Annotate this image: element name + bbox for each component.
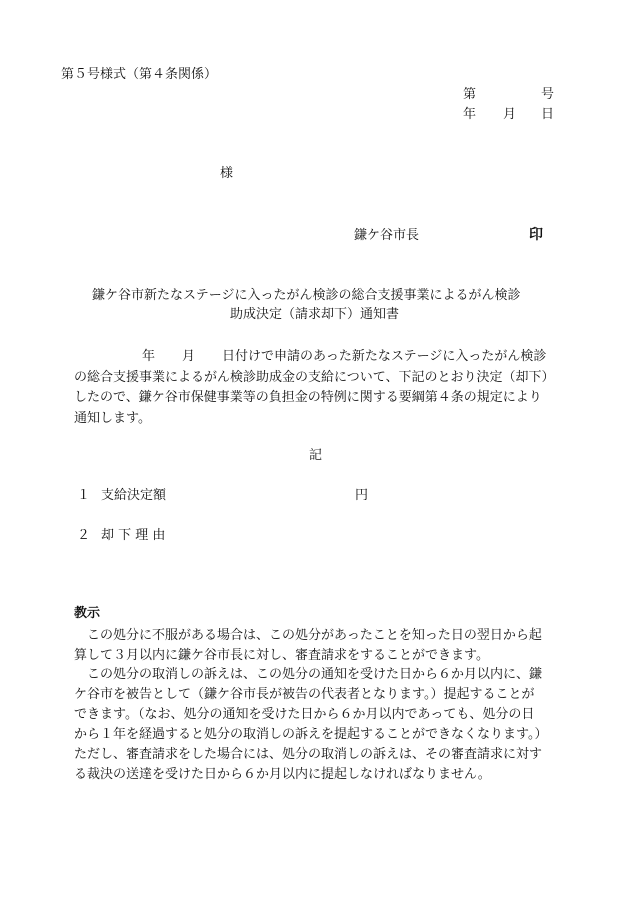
item-number: １	[77, 488, 91, 503]
date-day-label: 日	[541, 107, 555, 122]
notice-line: この処分の取消しの訴えは、この処分の通知を受けた日から６か月以内に、鎌	[74, 667, 543, 682]
body-year-label: 年	[142, 349, 156, 364]
item-suffix: 円	[355, 488, 369, 503]
title-line-2: 助成決定（請求却下）通知書	[230, 307, 400, 322]
notice-line: から１年を経過すると処分の取消しの訴えを提起することができなくなります。）	[74, 727, 548, 742]
body-first-line: 日付けで申請のあった新たなステージに入ったがん検診	[222, 349, 547, 364]
addressee-sama: 様	[220, 166, 234, 181]
body-line: したので、鎌ケ谷市保健事業等の負担金の特例に関する要綱第４条の規定により	[74, 390, 542, 405]
notice-line: ただし、審査請求をした場合には、処分の取消しの訴えは、その審査請求に対す	[74, 747, 543, 762]
body-month-label: 月	[182, 349, 196, 364]
body-line: 通知します。	[74, 411, 151, 426]
date-year-label: 年	[463, 107, 477, 122]
item-number: ２	[77, 528, 91, 543]
notice-line: る裁決の送達を受けた日から６か月以内に提起しなければなりません。	[74, 767, 491, 782]
body-line: の総合支援事業によるがん検診助成金の支給について、下記のとおり決定（却下）	[74, 370, 555, 385]
notice-line: この処分に不服がある場合は、この処分があったことを知った日の翌日から起	[74, 628, 542, 643]
notice-line: できます。（なお、処分の通知を受けた日から６か月以内であっても、処分の日	[74, 707, 535, 722]
date-month-label: 月	[503, 107, 517, 122]
notice-line: ケ谷市を被告として（鎌ケ谷市長が被告の代表者となります。）提起することが	[74, 687, 535, 702]
notice-heading: 教示	[74, 606, 101, 621]
seal-mark: 印	[529, 227, 543, 243]
title-line-1: 鎌ケ谷市新たなステージに入ったがん検診の総合支援事業によるがん検診	[92, 288, 521, 303]
doc-number-dai: 第	[463, 87, 477, 102]
notice-line: 算して３月以内に鎌ケ谷市長に対し、審査請求をすることができます。	[74, 648, 489, 663]
issuer-name: 鎌ケ谷市長	[354, 228, 420, 243]
doc-number-go: 号	[541, 87, 555, 102]
item-label: 却 下 理 由	[101, 528, 166, 543]
item-label: 支給決定額	[101, 488, 167, 503]
ki-label: 記	[309, 448, 323, 463]
form-label: 第５号様式（第４条関係）	[61, 67, 218, 82]
